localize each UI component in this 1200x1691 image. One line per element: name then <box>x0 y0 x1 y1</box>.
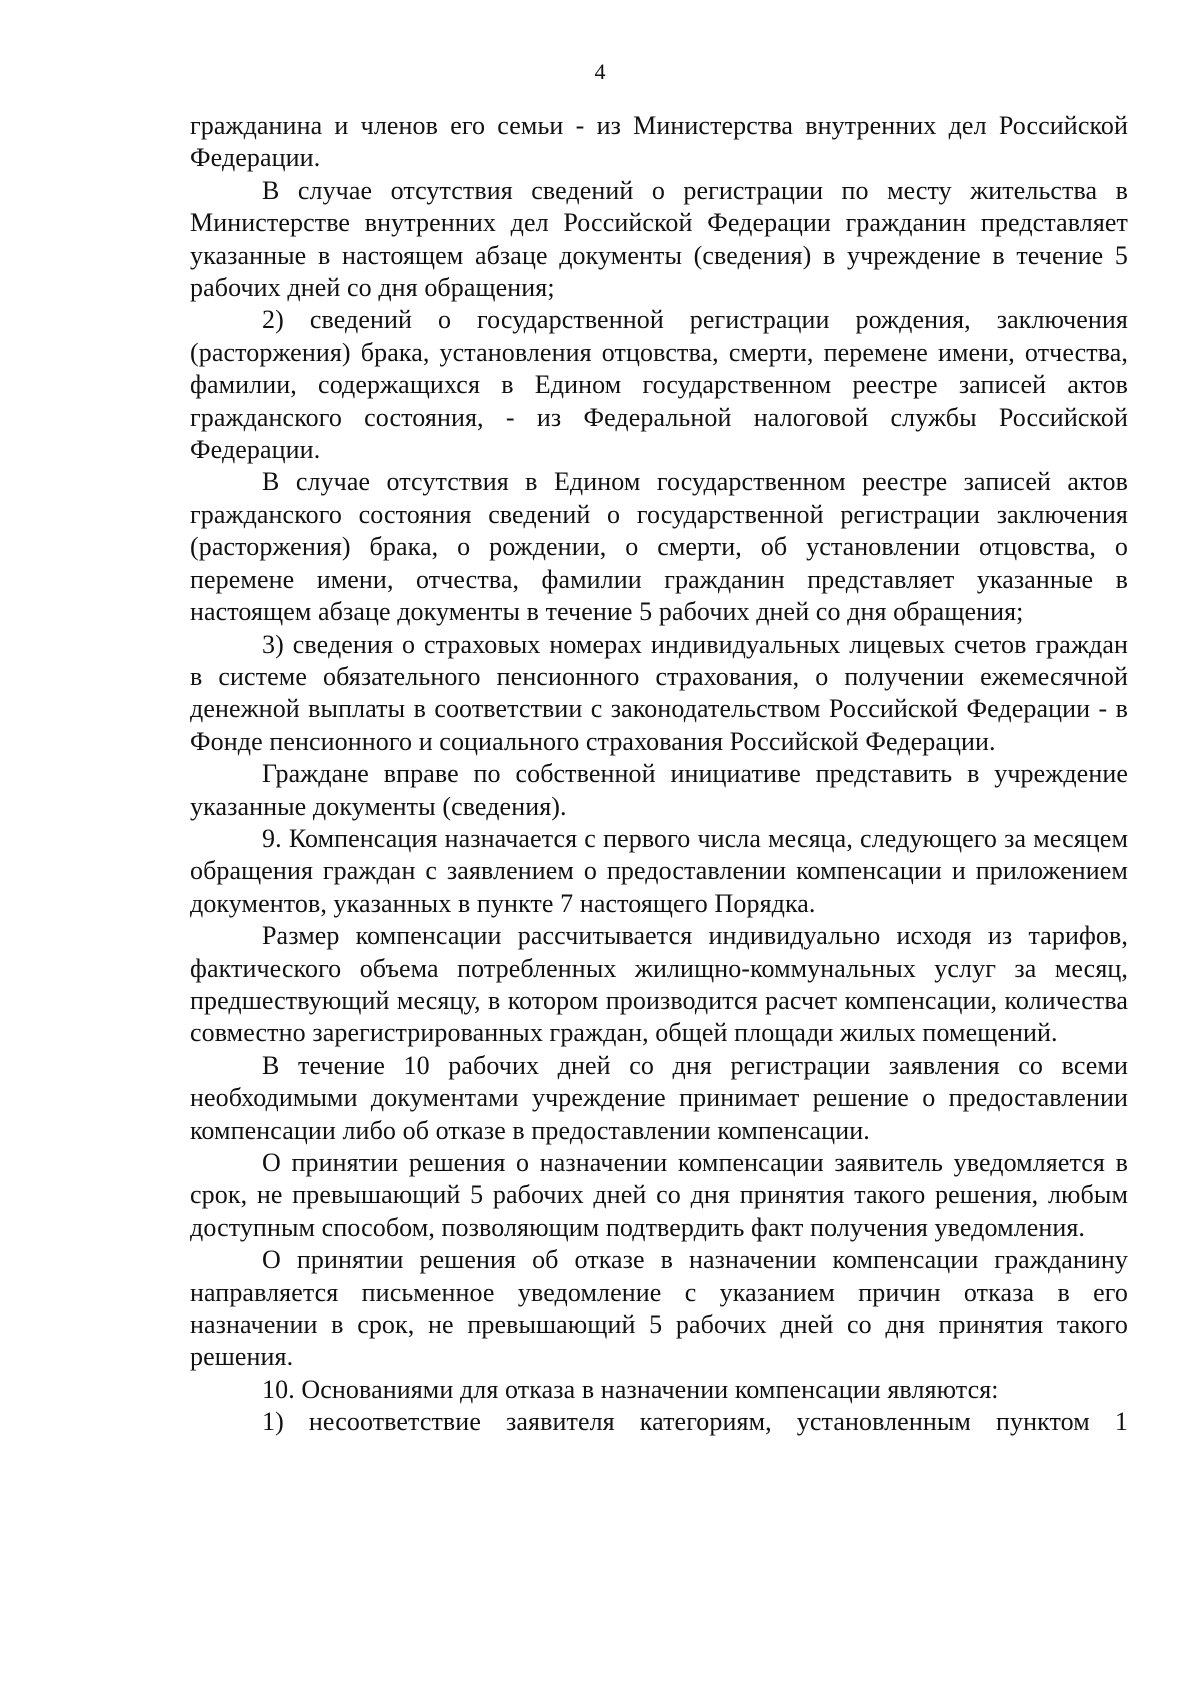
paragraph-mvd-absence: В случае отсутствия сведений о регистрации по месту жительства в Министерстве внутренних дел Российской Федерации гражданин представляет указанные в настоящем абзаце документы (сведения) в учреждение в течение 5 рабочих дней со дня обращения; <box>190 175 1128 303</box>
paragraph-clause-10: 10. Основаниями для отказа в назначении компенсации являются: <box>262 1374 999 1404</box>
paragraph-continuation: гражданина и членов его семьи - из Министерства внутренних дел Российской Федерации. <box>190 111 1128 173</box>
paragraph-refusal-notice: О принятии решения об отказе в назначении компенсации гражданину направляется письменное уведомление с указанием причин отказа в его назначении в срок, не превышающий 5 рабочих дней со дня принятия такого решения. <box>190 1245 1128 1372</box>
paragraph-item-3: 3) сведения о страховых номерах индивидуальных лицевых счетов граждан в системе обязательного пенсионного страхования, о получении ежемесячной денежной выплаты в соответствии с законодательством Российской Федерации - в Фонде пенсионного и социального страхования Российской Федерации. <box>190 629 1128 756</box>
paragraph-zags-absence: В случае отсутствия в Едином государственном реестре записей актов гражданского состояния сведений о государственной регистрации заключения (расторжения) брака, о рождении, о смерти, об установлении отцовства, о перемене имени, отчества, фамилии гражданин представляет указанные в настоящем абзаце документы в течение 5 рабочих дней со дня обращения; <box>190 467 1128 627</box>
paragraph-item-2: 2) сведений о государственной регистрации рождения, заключения (расторжения) брака, установления отцовства, смерти, перемене имени, отчества, фамилии, содержащихся в Едином государственном реестре записей актов гражданского состояния, - из Федеральной налоговой службы Российской Федерации. <box>190 305 1128 465</box>
page-number: 4 <box>594 59 606 84</box>
paragraph-own-initiative: Граждане вправе по собственной инициативе представить в учреждение указанные документы (сведения). <box>190 759 1128 821</box>
paragraph-notification: О принятии решения о назначении компенсации заявитель уведомляется в срок, не превышающий 5 рабочих дней со дня принятия такого решения, любым доступным способом, позволяющим подтвердить факт получения уведомления. <box>190 1148 1128 1242</box>
paragraph-compensation-size: Размер компенсации рассчитывается индивидуально исходя из тарифов, фактического объема потребленных жилищно-коммунальных услуг за месяц, предшествующий месяцу, в котором производится расчет компенсации, количества совместно зарегистрированных граждан, общей площади жилых помещений. <box>190 921 1128 1048</box>
paragraph-clause-9: 9. Компенсация назначается с первого числа месяца, следующего за месяцем обращения граждан с заявлением о предоставлении компенсации и приложением документов, указанных в пункте 7 настоящего Порядка. <box>190 823 1128 918</box>
document-body <box>190 110 1128 1439</box>
paragraph-decision-term: В течение 10 рабочих дней со дня регистрации заявления со всеми необходимыми документами учреждение принимает решение о предоставлении компенсации либо об отказе в предоставлении компенсации. <box>190 1050 1128 1145</box>
paragraph-refusal-ground-1: 1) несоответствие заявителя категориям, установленным пунктом 1 <box>262 1407 1128 1437</box>
